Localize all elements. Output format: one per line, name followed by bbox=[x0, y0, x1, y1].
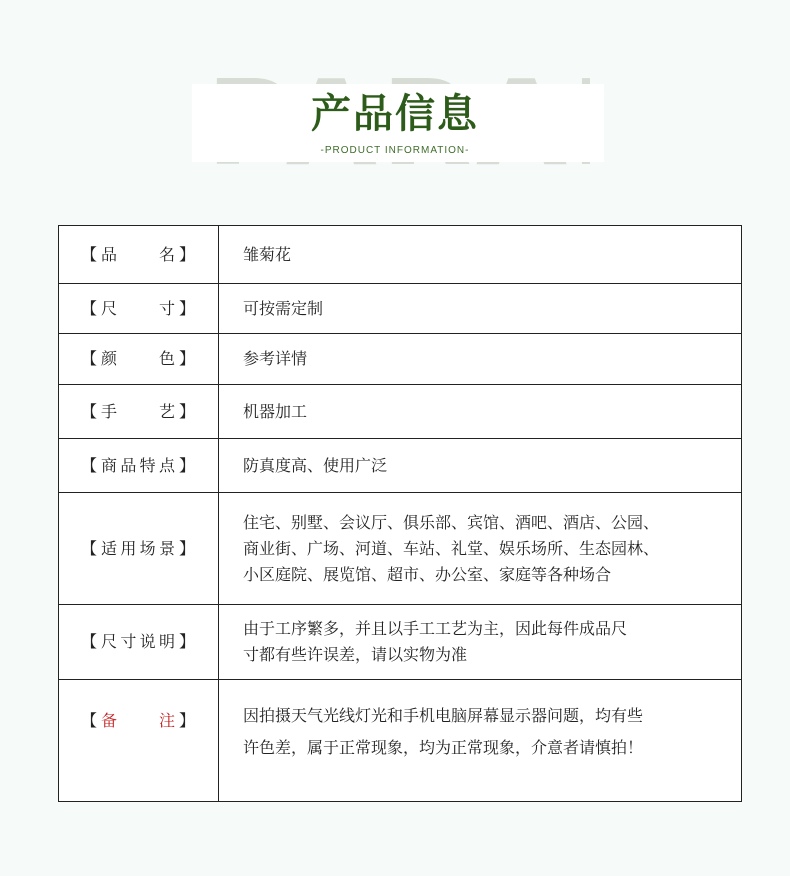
row-label: 颜 色 bbox=[101, 349, 175, 368]
row-label: 商 品 特 点 bbox=[101, 455, 175, 475]
row-value-line: 许色差，属于正常现象，均为正常现象，介意者请慎拍！ bbox=[243, 738, 644, 757]
table-row-remarks bbox=[59, 680, 742, 802]
row-label: 备 注 bbox=[101, 711, 175, 730]
row-label: 品 名 bbox=[101, 244, 175, 264]
row-label: 手 艺 bbox=[101, 401, 175, 421]
row-label-cell: 【 手 艺 】 bbox=[59, 385, 219, 439]
row-value-line: 小区庭院、展览馆、超市、办公室、家庭等各种场合 bbox=[243, 564, 612, 584]
row-label-cell: 【 适 用 场 景 】 bbox=[59, 493, 219, 605]
row-value: 防真度高、使用广泛 bbox=[219, 439, 742, 493]
table-row-scenarios bbox=[59, 493, 742, 605]
table-row-craft bbox=[59, 385, 742, 439]
row-label-cell: 【 尺 寸 说 明 】 bbox=[59, 605, 219, 680]
row-value-line: 商业街、广场、河道、车站、礼堂、娱乐场所、生态园林、 bbox=[243, 538, 660, 558]
table-row-size-note bbox=[59, 605, 742, 680]
row-value-multiline bbox=[219, 605, 742, 680]
table-row-size bbox=[59, 284, 742, 334]
row-value-multiline bbox=[219, 680, 742, 802]
row-label: 尺 寸 bbox=[101, 298, 175, 318]
table-row-features bbox=[59, 439, 742, 493]
row-value-line: 住宅、别墅、会议厅、俱乐部、宾馆、酒吧、酒店、公园、 bbox=[243, 512, 660, 532]
row-label-cell: 【 品 名 】 bbox=[59, 226, 219, 284]
row-value: 雏菊花 bbox=[219, 226, 742, 284]
row-value-line: 寸都有些许误差，请以实物为准 bbox=[243, 645, 468, 664]
row-label-cell: 【 商 品 特 点 】 bbox=[59, 439, 219, 493]
row-value-line: 因拍摄天气光线灯光和手机电脑屏幕显示器问题，均有些 bbox=[243, 706, 644, 725]
row-value: 机器加工 bbox=[219, 385, 742, 439]
row-label-cell: 【 备 注 】 bbox=[59, 680, 219, 802]
row-label-cell: 【 尺 寸 】 bbox=[59, 284, 219, 334]
page-subtitle: -PRODUCT INFORMATION- bbox=[320, 145, 470, 156]
table-row-name bbox=[59, 226, 742, 284]
page-title: 产品信息 bbox=[311, 91, 479, 137]
row-label-cell: 【 颜 色 】 bbox=[59, 334, 219, 385]
table-row-color bbox=[59, 334, 742, 385]
row-value: 参考详情 bbox=[219, 334, 742, 385]
row-value: 可按需定制 bbox=[219, 284, 742, 334]
row-value-multiline bbox=[219, 493, 742, 605]
row-label: 适 用 场 景 bbox=[101, 538, 175, 558]
product-info-table bbox=[58, 225, 742, 802]
row-label: 尺 寸 说 明 bbox=[101, 632, 175, 651]
row-value-line: 由于工序繁多，并且以手工工艺为主，因此每件成品尺 bbox=[243, 619, 628, 638]
